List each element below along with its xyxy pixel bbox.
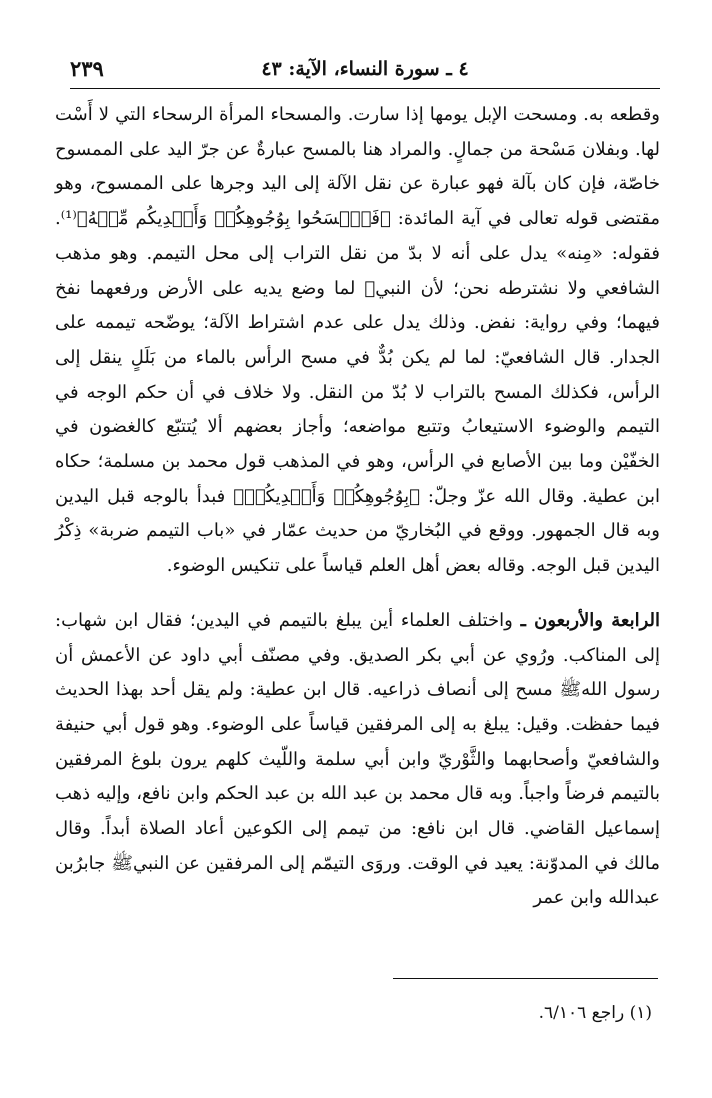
footnote: (١) راجع ٦/١٠٦. [538, 1003, 652, 1023]
header-title: ٤ ـ سورة النساء، الآية: ٤٣ [261, 58, 469, 80]
paragraph [55, 604, 660, 916]
paragraph [55, 98, 660, 584]
running-header [70, 54, 660, 89]
paragraph-text: واختلف العلماء أين يبلغ بالتيمم في اليدين؛ فقال ابن شهاب: إلى المناكب. ورُوي عن أبي بكر الصديق. وفي مصنّف أبي داود عن الأعمش أن رسول اللهﷺ مسح إلى أنصاف ذراعيه. قال ابن عطية: ولم يقل أحد بهذا الحديث فيما حفظت. وقيل: يبلغ به إلى المرفقين قياساً على الوضوء. وهو قول أبي حنيفة والشافعيّ وأصحابهما والثَّوْريّ وابن أبي سلمة واللّيث كلهم يرون بلوغ المرفقين بالتيمم فرضاً واجباً. وبه قال محمد بن عبد الله بن عبد الحكم وابن نافع، وإليه ذهب إسماعيل القاضي. قال ابن نافع: من تيمم إلى الكوعين أعاد الصلاة أبداً. وقال مالك في المدوّنة: يعيد في الوقت. وروَى التيمّم إلى المرفقين عن النبيﷺ جابرُبن عبدالله وابن عمر [55, 609, 660, 909]
page-number: ٢٣٩ [70, 56, 104, 81]
paragraph-text: وقطعه به. ومسحت الإبل يومها إذا سارت. والمسحاء المرأة الرسحاء التي لا أَسْت لها. وبفلان مَسْحة من جمالٍ. والمراد هنا بالمسح عبارةٌ عن جرّ اليد على الممسوح خاصّة، فإن كان بآلة فهو عبارة عن نقل الآلة إلى اليد وجرها على الممسوح، وهو مقتضى قوله تعالى في آية المائدة: ﴿فَٱمۡسَحُوا بِوُجُوهِكُمۡ وَأَيۡدِيكُم مِّنۡهُ﴾⁽¹⁾. فقوله: «مِنه» يدل على أنه لا بدّ من نقل التراب إلى محل التيمم. وهو مذهب الشافعي ولا نشترطه نحن؛ لأن النبيﷺ لما وضع يديه على الأرض ورفعهما نفخ فيهما؛ وفي رواية: نفض. وذلك يدل على عدم اشتراط الآلة؛ يوضّحه تيممه على الجدار. قال الشافعيّ: لما لم يكن بُدٌّ في مسح الرأس بالماء من بَلَلٍ ينقل إلى الرأس، فكذلك المسح بالتراب لا بُدّ من النقل. ولا خلاف في أن حكم الوجه في التيمم والوضوء الاستيعابُ وتتبع مواضعه؛ وأجاز بعضهم ألا يُتتبّع كالغضون في الخفّيْن وما بين الأصابع في الرأس، وهو في المذهب قول محمد بن مسلمة؛ حكاه ابن عطية. وقال الله عزّ وجلّ: ﴿بِوُجُوهِكُمۡ وَأَيۡدِيكُمۡ﴾ فبدأ بالوجه قبل اليدين وبه قال الجمهور. ووقع في البُخاريّ من حديث عمّار في «باب التيمم ضربة» ذِكْرُ اليدين قبل الوجه. وقاله بعض أهل العلم قياساً على تنكيس الوضوء. [55, 104, 660, 577]
footnote-divider [393, 978, 658, 979]
main-text [55, 98, 660, 916]
paragraph-lead: الرابعة والأربعون ـ [520, 609, 660, 631]
